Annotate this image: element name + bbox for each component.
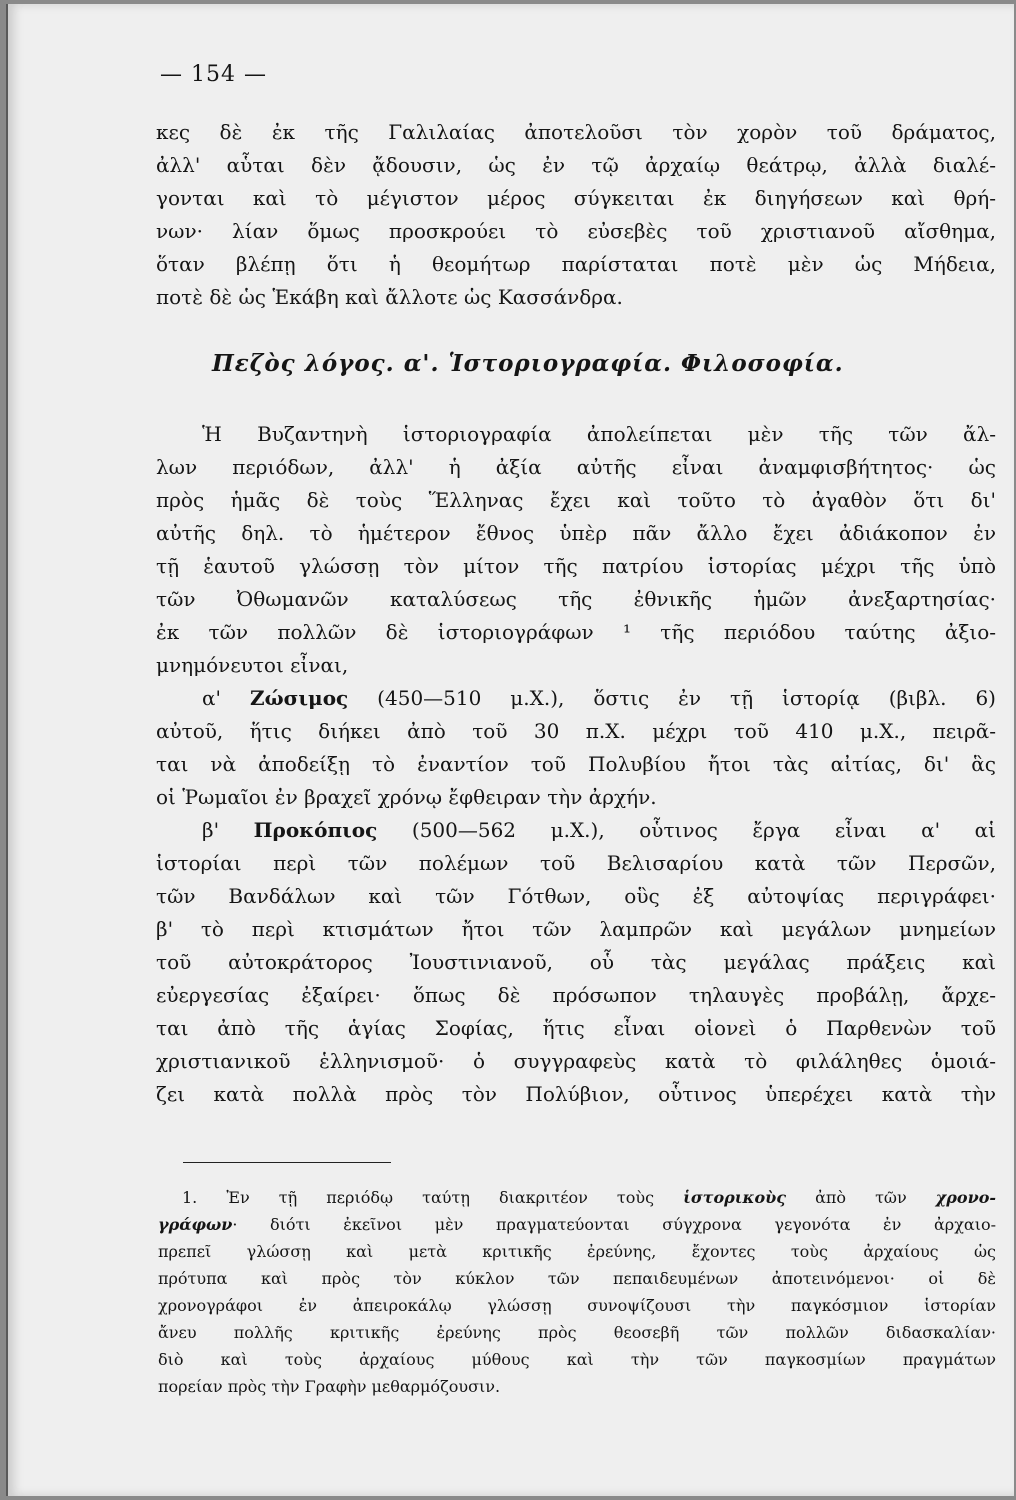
term-chroniclers: χρονο- [935, 1188, 997, 1207]
text-line: αὐτῆς δηλ. τὸ ἡμέτερον ἔθνος ὑπὲρ πᾶν ἄλλο ἔχει ἀδιάκοπον ἐν [156, 521, 996, 545]
text-line: ποτὲ δὲ ὡς Ἑκάβη καὶ ἄλλοτε ὡς Κασσάνδρα. [156, 285, 623, 309]
entry-text: (450—510 μ.Χ.), ὅστις ἐν τῇ ἱστορίᾳ (βιβλ. 6) [348, 686, 996, 710]
text-line: λων περιόδων, ἀλλ' ἡ ἀξία αὐτῆς εἶναι ἀναμφισβήτητος· ὡς [156, 455, 996, 479]
section-heading: Πεζὸς λόγος. α'. Ἱστοριογραφία. Φιλοσοφία. [212, 350, 844, 377]
author-name-prokopios: Προκόπιος [253, 818, 378, 842]
page-number: — 154 — [160, 62, 267, 87]
text-line: β' τὸ περὶ κτισμάτων ἤτοι τῶν λαμπρῶν καὶ μεγάλων μνημείων [156, 917, 996, 941]
footnote-line: διὸ καὶ τοὺς ἀρχαίους μύθους καὶ τὴν τῶν παγκοσμίων πραγμάτων [158, 1350, 996, 1369]
entry-zosimos [156, 682, 996, 715]
text-line: πρὸς ἡμᾶς δὲ τοὺς Ἕλληνας ἔχει καὶ τοῦτο τὸ ἀγαθὸν ὅτι δι' [156, 488, 996, 512]
text-line: κες δὲ ἐκ τῆς Γαλιλαίας ἀποτελοῦσι τὸν χορὸν τοῦ δράματος, [156, 120, 996, 144]
text-line: ται ἀπὸ τῆς ἁγίας Σοφίας, ἥτις εἶναι οἱονεὶ ὁ Παρθενὼν τοῦ [156, 1016, 996, 1040]
text-line: ται νὰ ἀποδείξῃ τὸ ἐναντίον τοῦ Πολυβίου ἤτοι τὰς αἰτίας, δι' ἃς [156, 752, 996, 776]
text-line: νων· λίαν ὅμως προσκρούει τὸ εὐσεβὲς τοῦ χριστιανοῦ αἴσθημα, [156, 219, 996, 243]
entry-marker: β' [202, 818, 254, 842]
text-line: εὐεργεσίας ἐξαίρει· ὅπως δὲ πρόσωπον τηλαυγὲς προβάλῃ, ἄρχε- [156, 983, 996, 1007]
footnote-line: ἄνευ πολλῆς κριτικῆς ἐρεύνης πρὸς θεοσεβῆ τῶν πολλῶν διδασκαλίαν· [158, 1323, 996, 1342]
text-line: τοῦ αὐτοκράτορος Ἰουστινιανοῦ, οὗ τὰς μεγάλας πράξεις καὶ [156, 950, 996, 974]
text-line: τῇ ἑαυτοῦ γλώσσῃ τὸν μίτον τῆς πατρίου ἱστορίας μέχρι τῆς ὑπὸ [156, 554, 996, 578]
footnote-line: πρεπεῖ γλώσσῃ καὶ μετὰ κριτικῆς ἐρεύνης, ἔχοντες τοὺς ἀρχαίους ὡς [158, 1242, 996, 1261]
footnote-text: ἀπὸ τῶν [786, 1188, 936, 1207]
footnote-line [158, 1211, 996, 1238]
entry-marker: α' [202, 686, 250, 710]
text-line: ἐκ τῶν πολλῶν δὲ ἱστοριογράφων ¹ τῆς περιόδου ταύτης ἀξιο- [156, 620, 996, 644]
entry-prokopios [156, 814, 996, 847]
footnote-divider [183, 1162, 391, 1163]
text-line: ἀλλ' αὗται δὲν ᾄδουσιν, ὡς ἐν τῷ ἀρχαίῳ θεάτρῳ, ἀλλὰ διαλέ- [156, 153, 996, 177]
term-historians: ἱστορικοὺς [683, 1188, 787, 1207]
footnote-line: πρότυπα καὶ πρὸς τὸν κύκλον τῶν πεπαιδευμένων ἀποτεινόμενοι· οἱ δὲ [158, 1269, 996, 1288]
text-line: τῶν Βανδάλων καὶ τῶν Γότθων, οὓς ἐξ αὐτοψίας περιγράφει· [156, 884, 996, 908]
text-line: τῶν Ὀθωμανῶν καταλύσεως τῆς ἐθνικῆς ἡμῶν ἀνεξαρτησίας· [156, 587, 996, 611]
text-line: Ἡ Βυζαντηνὴ ἱστοριογραφία ἀπολείπεται μὲν τῆς τῶν ἄλ- [202, 422, 996, 446]
entry-text: (500—562 μ.Χ.), οὗτινος ἔργα εἶναι α' αἱ [377, 818, 997, 842]
text-line: μνημόνευτοι εἶναι, [156, 653, 349, 677]
text-line: ἱστορίαι περὶ τῶν πολέμων τοῦ Βελισαρίου κατὰ τῶν Περσῶν, [156, 851, 996, 875]
text-line: χριστιανικοῦ ἑλληνισμοῦ· ὁ συγγραφεὺς κατὰ τὸ φιλάληθες ὁμοιά- [156, 1049, 996, 1073]
text-line: οἱ Ῥωμαῖοι ἐν βραχεῖ χρόνῳ ἔφθειραν τὴν ἀρχήν. [156, 785, 657, 809]
footnote-text: · διότι ἐκεῖνοι μὲν πραγματεύονται σύγχρονα γεγονότα ἐν ἀρχαιο- [232, 1215, 996, 1234]
footnote-text: 1. Ἐν τῇ περιόδῳ ταύτῃ διακριτέον τοὺς [182, 1188, 684, 1207]
text-line: γονται καὶ τὸ μέγιστον μέρος σύγκειται ἐκ διηγήσεων καὶ θρή- [156, 186, 996, 210]
text-line: ὅταν βλέπῃ ὅτι ἡ θεομήτωρ παρίσταται ποτὲ μὲν ὡς Μήδεια, [156, 252, 996, 276]
author-name-zosimos: Ζώσιμος [249, 686, 349, 710]
footnote-line: πορείαν πρὸς τὴν Γραφὴν μεθαρμόζουσιν. [158, 1377, 501, 1396]
book-page [6, 4, 1014, 1496]
text-line: ζει κατὰ πολλὰ πρὸς τὸν Πολύβιον, οὗτινος ὑπερέχει κατὰ τὴν [156, 1082, 996, 1106]
paragraph-drama [156, 116, 996, 314]
footnote [158, 1184, 996, 1400]
footnote-line: χρονογράφοι ἐν ἀπειροκάλῳ γλώσσῃ συνοψίζουσι τὴν παγκόσμιον ἱστορίαν [158, 1296, 996, 1315]
text-line: αὐτοῦ, ἥτις διήκει ἀπὸ τοῦ 30 π.Χ. μέχρι τοῦ 410 μ.Χ., πειρᾶ- [156, 719, 996, 743]
term-chroniclers-end: γράφων [158, 1215, 233, 1234]
paragraph-historiography [156, 418, 996, 1111]
footnote-line [158, 1184, 996, 1211]
